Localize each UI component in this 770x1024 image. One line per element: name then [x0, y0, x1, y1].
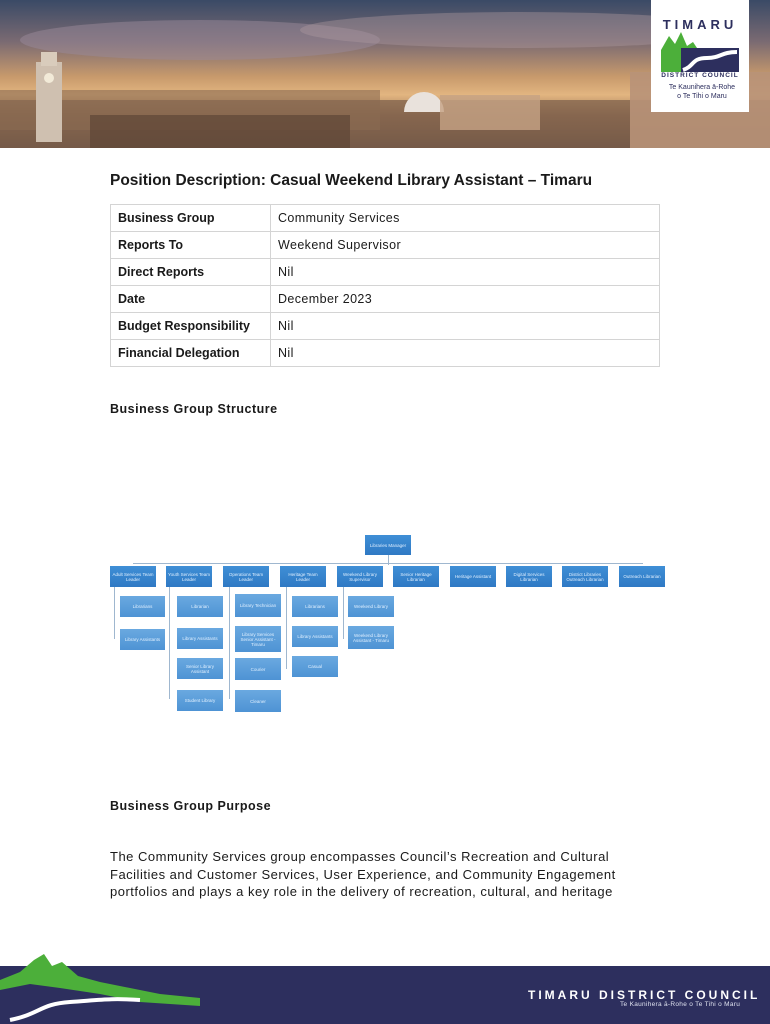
row-value: Nil: [271, 340, 660, 367]
org-node-level2: District Libraries Outreach Librarian: [562, 566, 608, 587]
org-node: Librarians: [120, 596, 165, 617]
logo-maori-line-1: Te Kaunihera ā-Rohe: [668, 84, 736, 91]
purpose-paragraph: [110, 848, 670, 901]
org-node-level2: Operations Team Leader: [223, 566, 269, 587]
table-row: [111, 286, 660, 313]
document-title: Position Description: Casual Weekend Library Assistant – Timaru: [110, 172, 593, 189]
org-node: Library Technician: [235, 594, 281, 617]
org-node: Weekend Library: [348, 596, 394, 617]
logo-council-text: DISTRICT COUNCIL: [661, 72, 739, 79]
org-node: Librarians: [292, 596, 338, 617]
purpose-heading: Business Group Purpose: [110, 799, 272, 813]
org-node-level2: Heritage Team Leader: [280, 566, 326, 587]
row-label: Budget Responsibility: [111, 313, 271, 340]
org-connector: [343, 587, 344, 639]
org-node: Weekend Library Assistant - Timaru: [348, 626, 394, 649]
org-node-top: Libraries Manager: [365, 535, 411, 555]
purpose-line: The Community Services group encompasses Council’s Recreation and Cultural: [110, 849, 610, 864]
logo-emblem-icon: [661, 28, 739, 72]
org-connector: [169, 587, 170, 699]
row-label: Business Group: [111, 205, 271, 232]
row-label: Date: [111, 286, 271, 313]
row-value: December 2023: [271, 286, 660, 313]
org-node: Library Assistants: [177, 628, 223, 649]
org-node: Library Assistants: [292, 626, 338, 647]
org-connector: [388, 555, 389, 565]
org-node: Library Services Senior Assistant - Timaru: [235, 626, 281, 652]
logo-maori-line-2: o Te Tihi o Maru: [677, 93, 727, 100]
org-connector: [229, 587, 230, 699]
structure-heading: Business Group Structure: [110, 402, 278, 416]
org-connector: [133, 563, 643, 564]
row-value: Nil: [271, 313, 660, 340]
table-row: [111, 232, 660, 259]
table-row: [111, 340, 660, 367]
org-node: Library Assistants: [120, 629, 165, 650]
row-label: Direct Reports: [111, 259, 271, 286]
logo-maori-text: [659, 83, 745, 101]
table-row: [111, 205, 660, 232]
org-node: Cleaner: [235, 690, 281, 712]
org-node-level2: Senior Heritage Librarian: [393, 566, 439, 587]
position-info-table: [110, 204, 660, 367]
header-banner-photo: [0, 0, 770, 148]
org-node: Courier: [235, 658, 281, 680]
row-value: Community Services: [271, 205, 660, 232]
org-node: Student Library: [177, 690, 223, 711]
row-label: Reports To: [111, 232, 271, 259]
council-logo: [651, 0, 749, 112]
row-value: Weekend Supervisor: [271, 232, 660, 259]
table-row: [111, 259, 660, 286]
logo-title: TIMARU: [662, 17, 738, 32]
org-node: Casual: [292, 656, 338, 677]
row-value: Nil: [271, 259, 660, 286]
footer-subtitle: Te Kaunihera ā-Rohe o Te Tihi o Maru: [620, 1001, 741, 1008]
org-connector: [286, 587, 287, 669]
org-node: Senior Library Assistant: [177, 658, 223, 679]
footer-mountain-icon: [0, 954, 200, 1024]
purpose-line: portfolios and plays a key role in the delivery of recreation, cultural, and heritage: [110, 884, 613, 899]
org-node-level2: Adult Services Team Leader: [110, 566, 156, 587]
footer-title: TIMARU DISTRICT COUNCIL: [528, 988, 761, 1002]
org-node-level2: Digital Services Librarian: [506, 566, 552, 587]
org-node-level2: Youth Services Team Leader: [166, 566, 212, 587]
purpose-line: Facilities and Customer Services, User Experience, and Community Engagement: [110, 866, 616, 882]
org-node: Librarian: [177, 596, 223, 617]
table-row: [111, 313, 660, 340]
org-node-level2: Weekend Library Supervisor: [337, 566, 383, 587]
org-node-level2: Outreach Librarian: [619, 566, 665, 587]
org-node-level2: Heritage Assistant: [450, 566, 496, 587]
row-label: Financial Delegation: [111, 340, 271, 367]
org-connector: [114, 587, 115, 639]
